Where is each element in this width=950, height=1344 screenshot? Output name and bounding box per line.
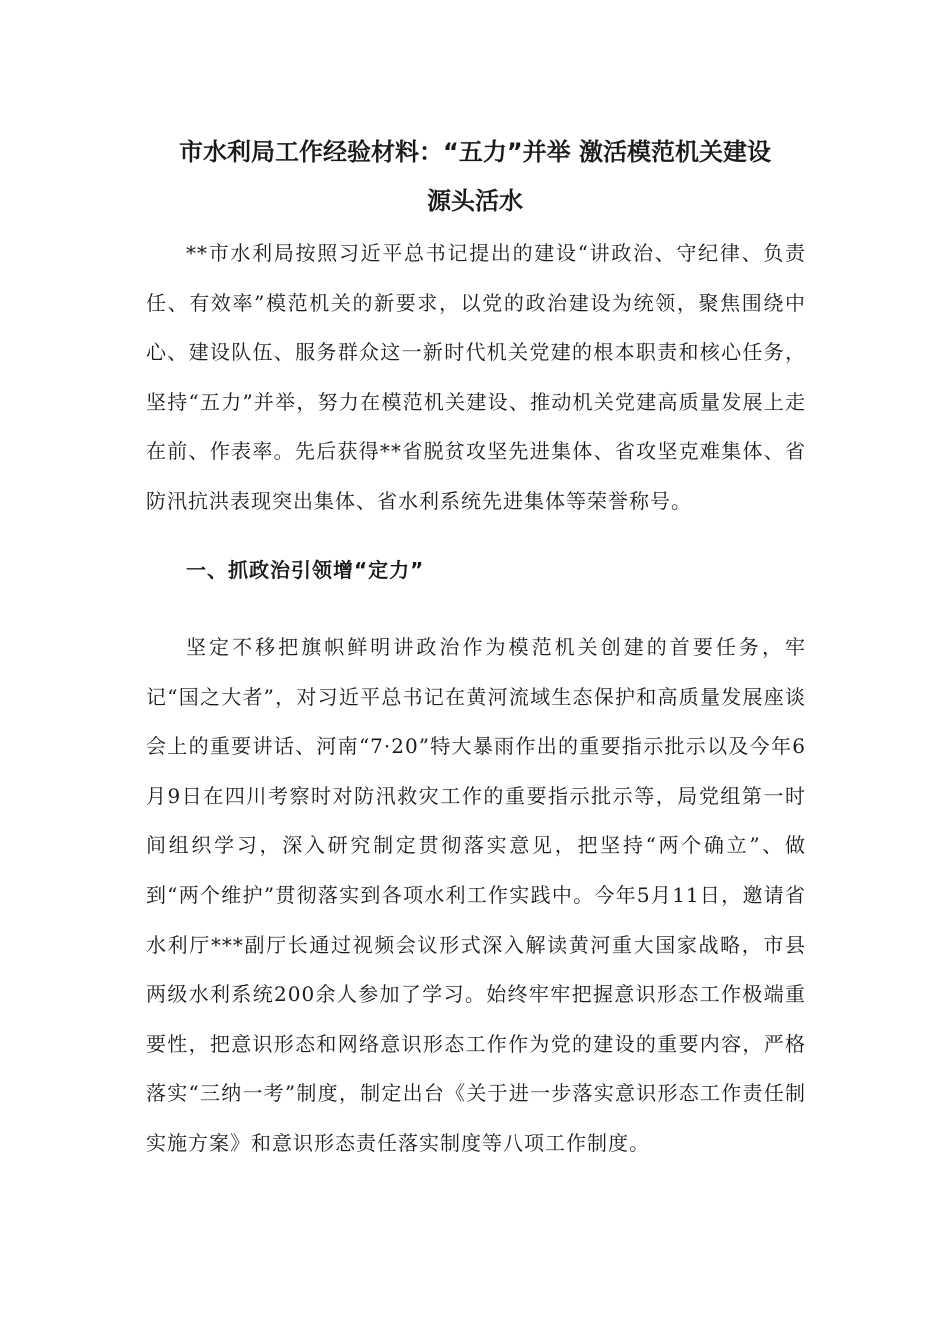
document-title-line-1: 市水利局工作经验材料：“五力”并举 激活模范机关建设 <box>179 138 771 166</box>
section-1-paragraph: 坚定不移把旗帜鲜明讲政治作为模范机关创建的首要任务，牢记“国之大者”，对习近平总书记在黄河流域生态保护和高质量发展座谈会上的重要讲话、河南“7·20”特大暴雨作出的重要指示批示以及今年6月9日在四川考察时对防汛救灾工作的重要指示批示等，局党组第一时间组织学习，深入研究制定贯彻落实意见，把坚持“两个确立”、做到“两个维护”贯彻落实到各项水利工作实践中。今年5月11日，邀请省水利厅***副厅长通过视频会议形式深入解读黄河重大国家战略，市县两级水利系统200余人参加了学习。始终牢牢把握意识形态工作极端重要性，把意识形态和网络意识形态工作作为党的建设的重要内容，严格落实“三纳一考”制度，制定出台《关于进一步落实意识形态工作责任制实施方案》和意识形态责任落实制度等八项工作制度。 <box>146 635 806 1155</box>
section-heading-1: 一、抓政治引领增“定力” <box>186 558 425 582</box>
intro-paragraph: **市水利局按照习近平总书记提出的建设“讲政治、守纪律、负责任、有效率”模范机关的新要求，以党的政治建设为统领，聚焦围绕中心、建设队伍、服务群众这一新时代机关党建的根本职责和核心任务，坚持“五力”并举，努力在模范机关建设、推动机关党建高质量发展上走在前、作表率。先后获得**省脱贫攻坚先进集体、省攻坚克难集体、省防汛抗洪表现突出集体、省水利系统先进集体等荣誉称号。 <box>146 241 806 513</box>
document-title-line-2: 源头活水 <box>427 187 523 215</box>
